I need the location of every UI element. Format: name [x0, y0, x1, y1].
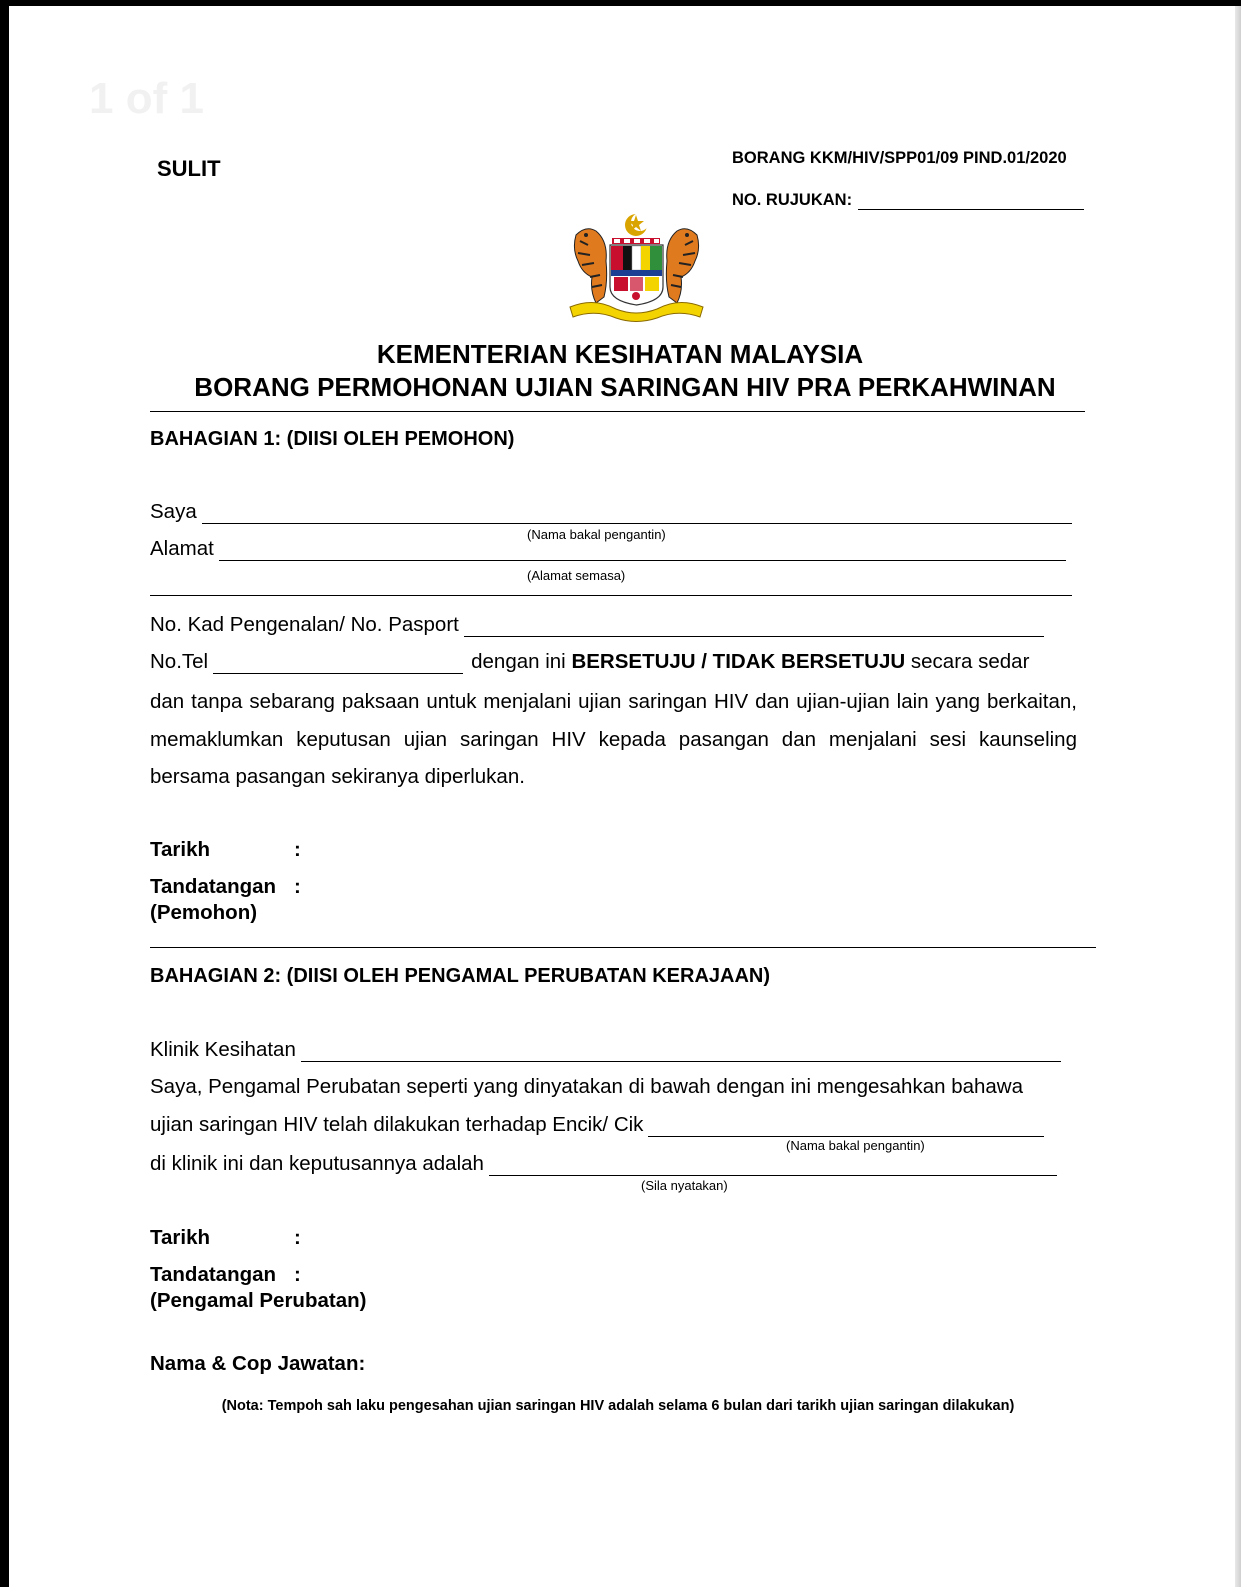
form-title: BORANG PERMOHONAN UJIAN SARINGAN HIV PRA PERKAHWINAN: [194, 372, 1056, 402]
address-label: Alamat: [150, 537, 214, 560]
result-label: di klinik ini dan keputusannya adalah: [150, 1152, 484, 1175]
result-caption: (Sila nyatakan): [641, 1178, 728, 1193]
classification-label: SULIT: [157, 156, 221, 181]
id-field[interactable]: [150, 613, 1044, 637]
tel-field[interactable]: [150, 650, 1029, 674]
signature-sub-applicant: (Pemohon): [150, 901, 258, 924]
result-blank[interactable]: [489, 1157, 1057, 1176]
name-field[interactable]: [150, 500, 1072, 524]
name-label: Saya: [150, 500, 197, 523]
result-field[interactable]: [150, 1152, 1057, 1176]
section2-heading: BAHAGIAN 2: (DIISI OLEH PENGAMAL PERUBATAN KERAJAAN): [150, 965, 771, 987]
consent-paragraph: dan tanpa sebarang paksaan untuk menjalani ujian saringan HIV dan ujian-ujian lain yang berkaitan, memaklumkan keputusan ujian saringan HIV kepada pasangan dan menjalani sesi kaunseling bersama pasangan sekiranya diperlukan.: [150, 690, 1077, 788]
confirm-line1: [150, 1075, 1023, 1099]
reference-field[interactable]: [732, 191, 1084, 210]
subject-name-blank[interactable]: [648, 1118, 1044, 1137]
tel-blank[interactable]: [213, 655, 463, 674]
signature-label-doctor: Tandatangan: [150, 1263, 277, 1286]
address-blank[interactable]: [219, 542, 1066, 561]
signature-label-applicant: Tandatangan: [150, 875, 277, 898]
signature-colon-doctor: :: [294, 1263, 301, 1286]
reference-label: NO. RUJUKAN:: [732, 191, 853, 209]
signature-colon-applicant: :: [294, 875, 301, 898]
name-caption: (Nama bakal pengantin): [527, 527, 666, 542]
id-blank[interactable]: [464, 618, 1044, 637]
page-edge: [1235, 6, 1241, 1587]
form-code: BORANG KKM/HIV/SPP01/09 PIND.01/2020: [732, 149, 1067, 167]
consent-pre: dengan ini: [471, 650, 566, 673]
divider: [150, 411, 1085, 412]
id-label: No. Kad Pengenalan/ No. Pasport: [150, 613, 459, 636]
clinic-label: Klinik Kesihatan: [150, 1038, 296, 1061]
date-label-doctor: Tarikh: [150, 1226, 210, 1249]
address-caption: (Alamat semasa): [527, 568, 626, 583]
date-label-applicant: Tarikh: [150, 838, 210, 861]
date-colon-doctor: :: [294, 1226, 301, 1249]
reference-blank[interactable]: [858, 195, 1084, 210]
validity-note: (Nota: Tempoh sah laku pengesahan ujian saringan HIV adalah selama 6 bulan dari tarikh ujian saringan dilakukan): [221, 1398, 1015, 1414]
tiger-left-icon: [574, 229, 606, 303]
page-indicator: 1 of 1: [89, 74, 204, 123]
confirm-text-1: Saya, Pengamal Perubatan seperti yang dinyatakan di bawah dengan ini mengesahkan bahawa: [150, 1075, 1024, 1098]
consent-options[interactable]: BERSETUJU / TIDAK BERSETUJU: [571, 650, 906, 673]
clinic-blank[interactable]: [301, 1043, 1061, 1062]
subject-name-caption: (Nama bakal pengantin): [786, 1138, 925, 1153]
section-divider: [150, 947, 1096, 948]
tiger-right-icon: [666, 229, 698, 303]
subject-name-field[interactable]: [150, 1113, 1044, 1137]
section1-heading: BAHAGIAN 1: (DIISI OLEH PEMOHON): [150, 428, 515, 450]
signature-sub-doctor: (Pengamal Perubatan): [150, 1289, 367, 1312]
address-blank-line2[interactable]: [150, 595, 1072, 596]
date-colon-applicant: :: [294, 838, 301, 861]
address-field[interactable]: [150, 537, 1066, 561]
consent-post: secara sedar: [910, 650, 1030, 673]
stamp-label: Nama & Cop Jawatan:: [150, 1352, 366, 1375]
coat-of-arms-icon: [564, 211, 709, 324]
tel-label: No.Tel: [150, 650, 209, 673]
clinic-field[interactable]: [150, 1038, 1061, 1062]
confirm-text-2: ujian saringan HIV telah dilakukan terhadap Encik/ Cik: [150, 1113, 644, 1136]
star-crescent-icon: [625, 213, 649, 236]
ministry-title: KEMENTERIAN KESIHATAN MALAYSIA: [376, 339, 864, 369]
document-page: [9, 6, 1241, 1587]
name-blank[interactable]: [202, 505, 1072, 524]
